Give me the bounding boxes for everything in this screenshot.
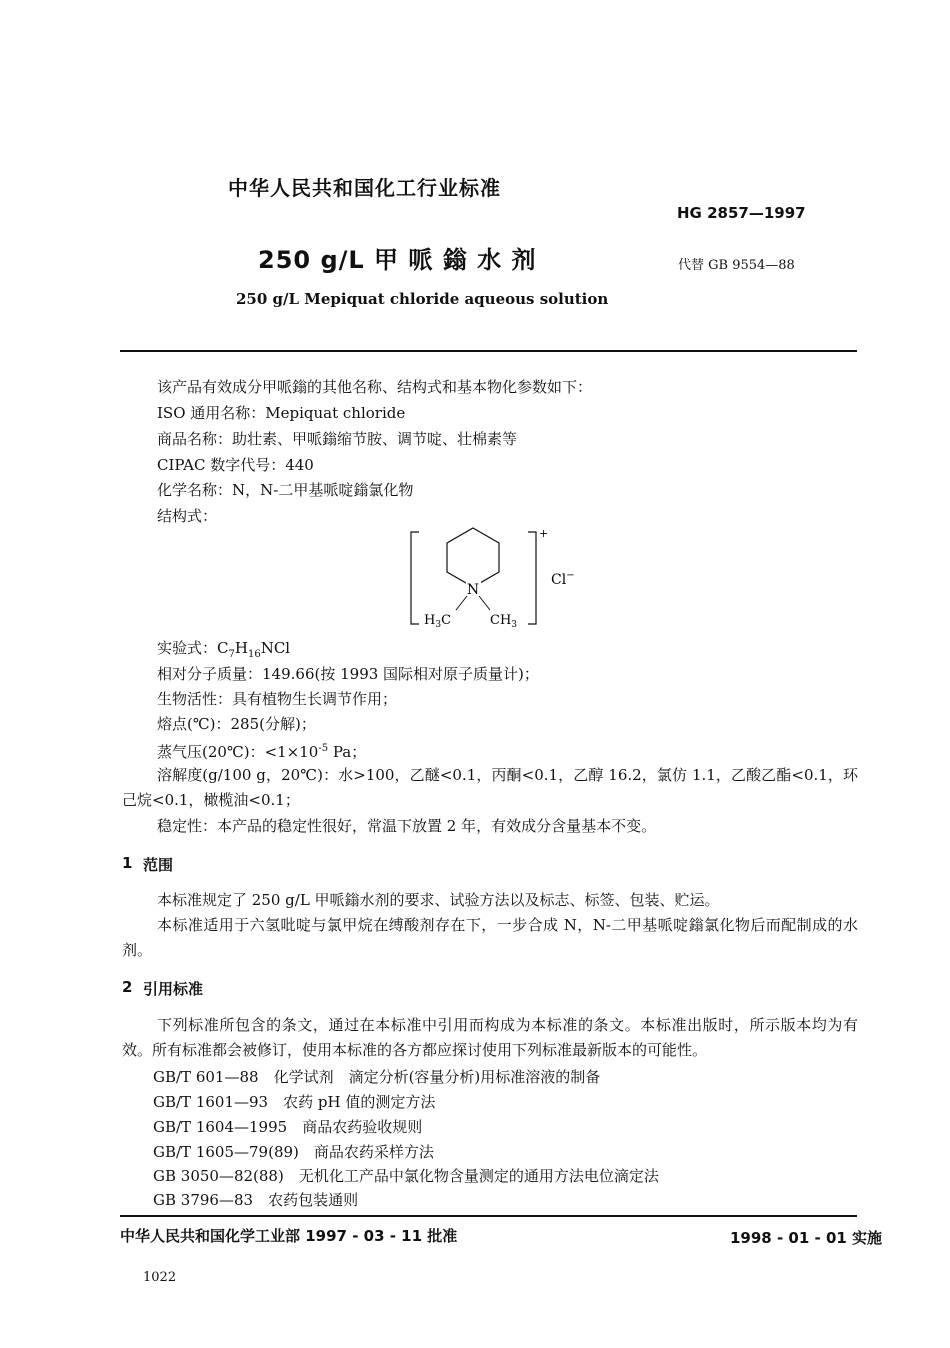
- stability: 稳定性：本产品的稳定性很好，常温下放置 2 年，有效成分含量基本不变。: [157, 817, 657, 835]
- chemical-name: 化学名称：N，N-二甲基哌啶鎓氯化物: [157, 481, 414, 499]
- standard-code: HG 2857—1997: [677, 204, 806, 222]
- reference-item: GB/T 601—88 化学试剂 滴定分析(容量分析)用标准溶液的制备: [153, 1068, 601, 1086]
- reference-item: GB/T 1601—93 农药 pH 值的测定方法: [153, 1093, 436, 1111]
- solubility: 溶解度(g/100 g，20℃)：水>100，乙醚<0.1，丙酮<0.1，乙醇 16.2，氯仿 1.1，乙酸乙酯<0.1，环己烷<0.1，橄榄油<0.1；: [122, 766, 858, 809]
- right-methyl-group: $CH_3$: [490, 613, 518, 630]
- intro-lead: 该产品有效成分甲哌鎓的其他名称、结构式和基本物化参数如下：: [157, 378, 593, 396]
- section-1-para-1: 本标准规定了 250 g/L 甲哌鎓水剂的要求、试验方法以及标志、标签、包装、贮运。: [157, 891, 720, 909]
- empirical-formula: 实验式：$C_7H_{16}NCl$: [157, 639, 291, 660]
- bond-right-methyl: [479, 596, 490, 610]
- product-title: 250 g/L 甲 哌 鎓 水 剂: [258, 246, 537, 274]
- reference-item: GB 3796—83 农药包装通则: [153, 1191, 359, 1209]
- iso-common-name: ISO 通用名称：Mepiquat chloride: [157, 404, 406, 422]
- reference-item: GB 3050—82(88) 无机化工产品中氯化物含量测定的通用方法电位滴定法: [153, 1167, 659, 1185]
- section-2-para: 下列标准所包含的条文，通过在本标准中引用而构成为本标准的条文。本标准出版时，所示版本均为有效。所有标准都会被修订，使用本标准的各方都应探讨使用下列标准最新版本的可能性。: [122, 1016, 858, 1059]
- structural-formula: [400, 522, 590, 630]
- section-2-title: 引用标准: [143, 980, 204, 998]
- standard-category-title: 中华人民共和国化工行业标准: [228, 176, 501, 200]
- nitrogen-atom: N: [466, 582, 480, 598]
- left-bracket: [411, 532, 419, 624]
- structure-label: 结构式：: [157, 507, 218, 525]
- piperidine-ring: [447, 528, 499, 587]
- section-1-title: 范围: [143, 856, 174, 874]
- cipac-code: CIPAC 数字代号：440: [157, 456, 314, 474]
- effective-date: 1998 - 01 - 01 实施: [730, 1229, 883, 1247]
- biological-activity: 生物活性：具有植物生长调节作用；: [157, 690, 398, 708]
- header-divider: [120, 350, 857, 352]
- bond-left-methyl: [456, 596, 467, 610]
- page-number: 1022: [143, 1270, 177, 1285]
- charge-plus: +: [539, 527, 549, 540]
- approval-line: 中华人民共和国化学工业部 1997 - 03 - 11 批准: [120, 1227, 458, 1245]
- reference-item: GB/T 1604—1995 商品农药验收规则: [153, 1118, 423, 1136]
- section-1-number: 1: [122, 854, 133, 872]
- section-1-para-2: 本标准适用于六氢吡啶与氯甲烷在缚酸剂存在下，一步合成 N，N-二甲基哌啶鎓氯化物后而配制成的水剂。: [122, 916, 858, 959]
- melting-point: 熔点(℃)：285(分解)；: [157, 715, 316, 733]
- vapor-pressure: 蒸气压(20℃)：$<1\times 10^{-5}$ Pa；: [157, 743, 367, 761]
- right-bracket: [528, 532, 536, 624]
- english-title: 250 g/L Mepiquat chloride aqueous solution: [236, 290, 609, 308]
- molecular-mass: 相对分子质量：149.66(按 1993 国际相对原子质量计)；: [157, 665, 539, 683]
- section-2-number: 2: [122, 978, 133, 996]
- trade-names: 商品名称：助壮素、甲哌鎓缩节胺、调节啶、壮棉素等: [157, 430, 518, 448]
- replaces-standard: 代替 GB 9554—88: [678, 258, 795, 273]
- chloride-anion: Cl−: [551, 570, 575, 588]
- footer-divider: [120, 1215, 857, 1217]
- reference-item: GB/T 1605—79(89) 商品农药采样方法: [153, 1143, 434, 1161]
- left-methyl-group: $H_3C$: [424, 613, 452, 630]
